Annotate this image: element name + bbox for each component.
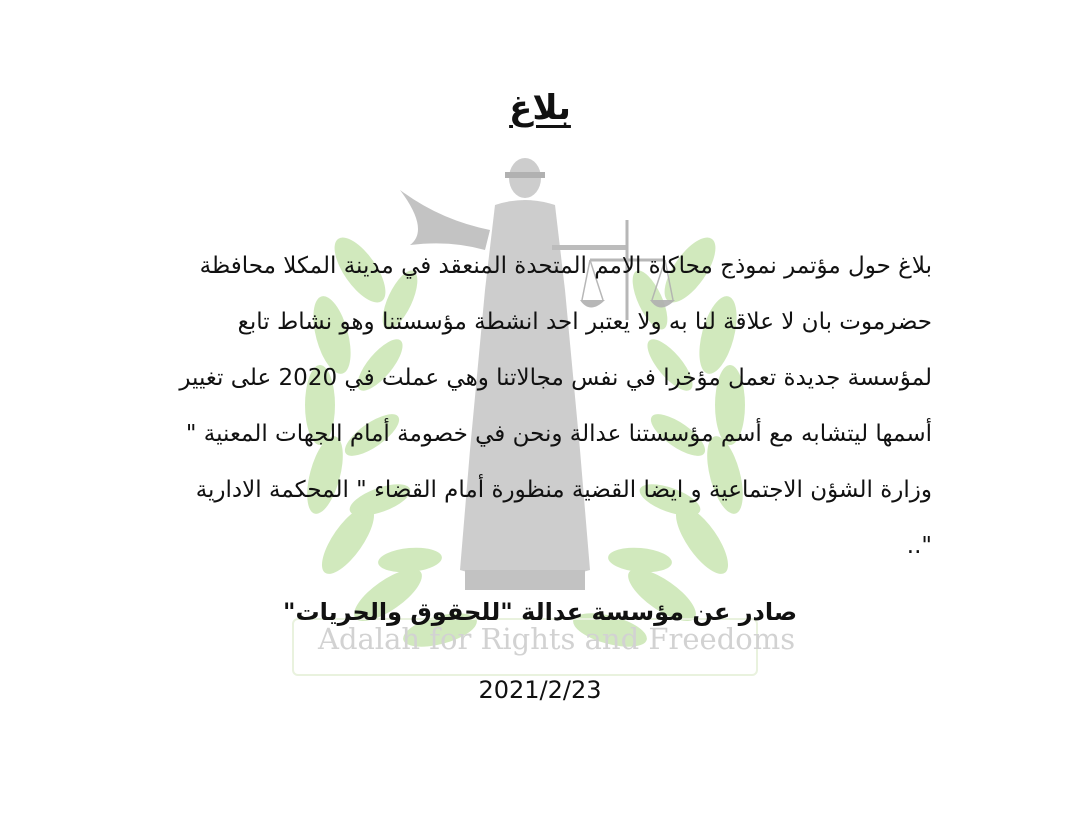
- notice-body: [150, 238, 932, 574]
- signature: صادر عن مؤسسة عدالة "للحقوق والحريات": [282, 598, 798, 626]
- body-line: وزارة الشؤن الاجتماعية و ايضا القضية منظورة أمام القضاء " المحكمة الادارية: [195, 477, 932, 503]
- document-title: [0, 88, 1080, 128]
- body-line: لمؤسسة جديدة تعمل مؤخرا في نفس مجالاتنا وهي عملت في 2020 على تغيير: [179, 365, 932, 391]
- body-line: حضرموت بان لا علاقة لنا به ولا يعتبر احد انشطة مؤسستنا وهو نشاط تابع: [237, 309, 932, 335]
- body-line: أسمها ليتشابه مع أسم مؤسستنا عدالة ونحن في خصومة أمام الجهات المعنية ": [185, 421, 932, 447]
- document-date: 2021/2/23: [478, 676, 602, 704]
- watermark-text: Adalah for Rights and Freedoms: [318, 622, 796, 656]
- body-line: "..: [906, 533, 932, 559]
- body-line: بلاغ حول مؤتمر نموذج محاكاة الامم المتحدة المنعقد في مدينة المكلا محافظة: [199, 253, 932, 279]
- document-title-text: بلاغ: [509, 88, 571, 128]
